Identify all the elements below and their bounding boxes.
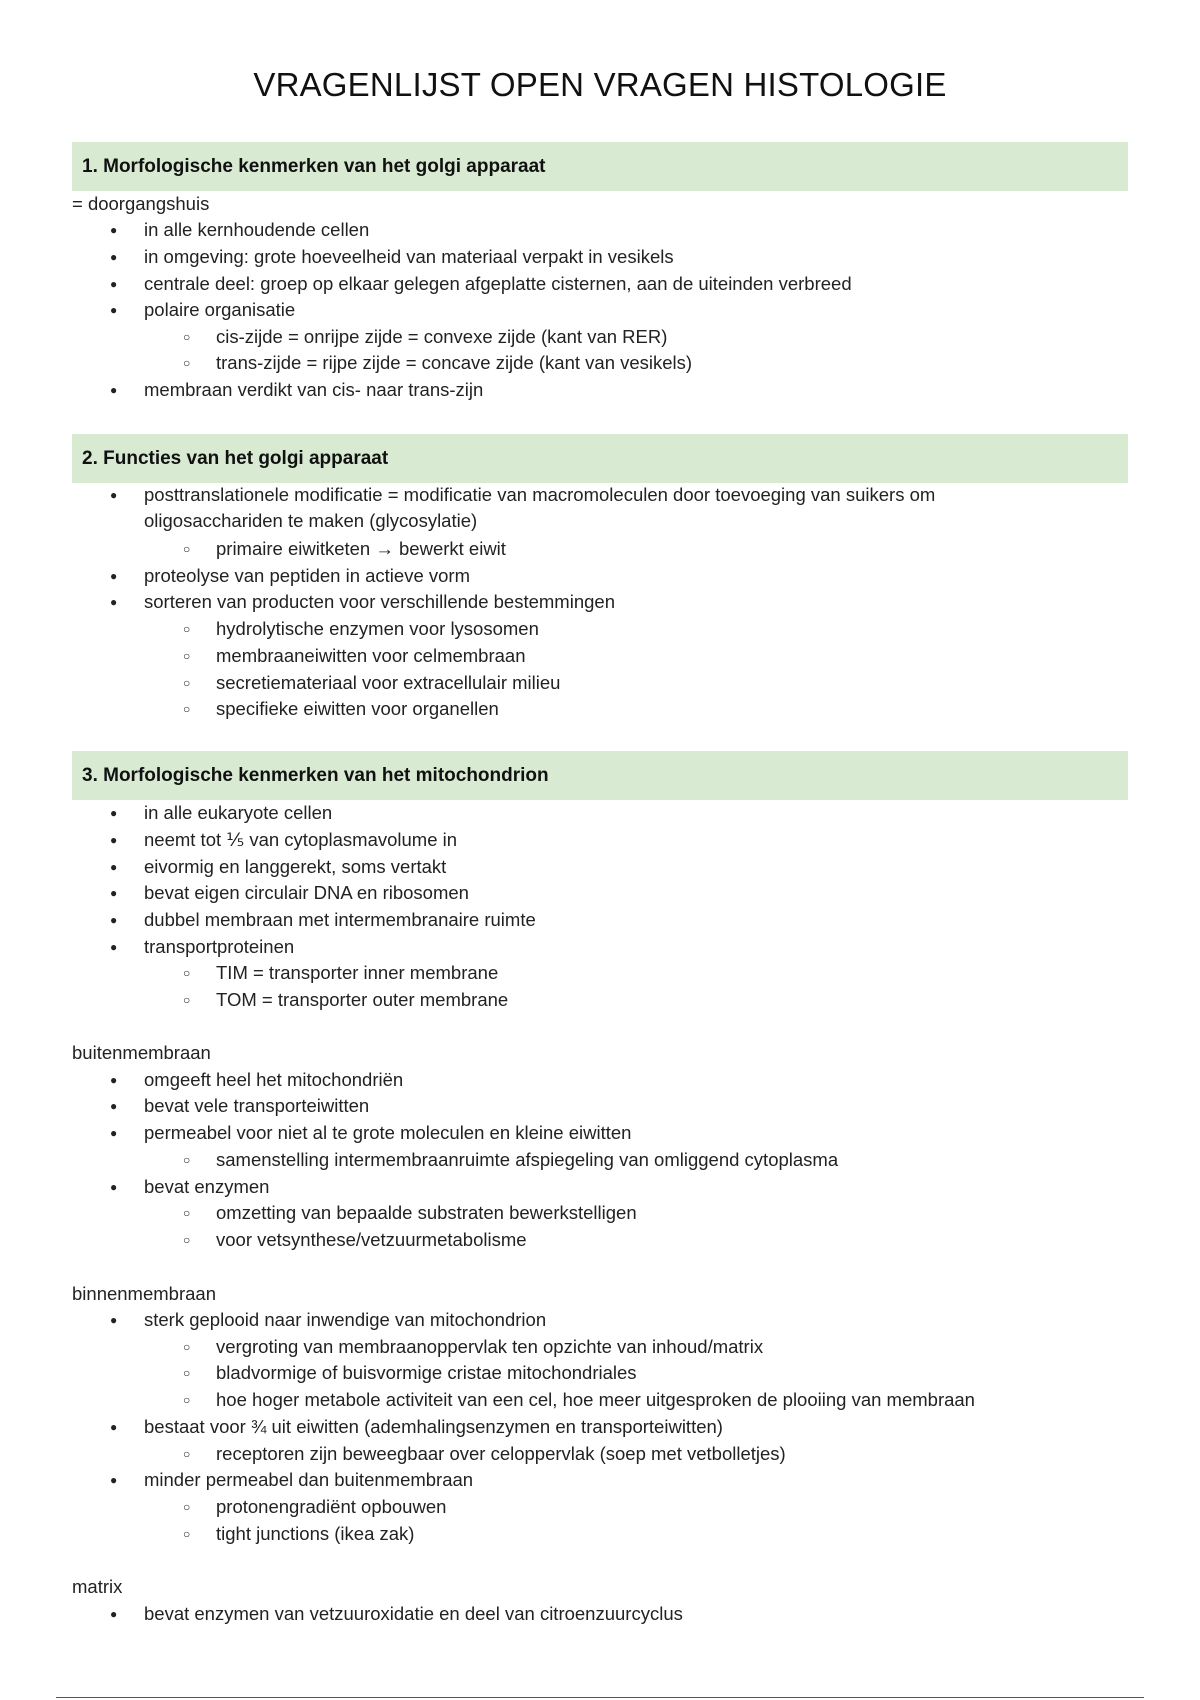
sub-bullet-item: ○ receptoren zijn beweegbaar over celoppervlak (soep met vetbolletjes) (216, 1443, 786, 1465)
bullet-item: ● sterk geplooid naar inwendige van mitochondrion (144, 1309, 546, 1331)
subheading-buitenmembraan: buitenmembraan (72, 1042, 211, 1063)
sub-bullet-item: ○ hoe hoger metabole activiteit van een cel, hoe meer uitgesproken de plooiing van membraan (216, 1389, 975, 1411)
sub-bullet-item: ○ secretiemateriaal voor extracellulair milieu (216, 672, 560, 694)
definition-line: = doorgangshuis (72, 193, 210, 214)
sub-bullet-item: ○ cis-zijde = onrijpe zijde = convexe zijde (kant van RER) (216, 326, 667, 348)
section-heading-golgi-functions: 2. Functies van het golgi apparaat (72, 434, 1128, 483)
bullet-item: ● permeabel voor niet al te grote moleculen en kleine eiwitten (144, 1122, 631, 1144)
bullet-continuation: oligosacchariden te maken (glycosylatie) (144, 510, 478, 531)
bullet-item: ● bevat vele transporteiwitten (144, 1095, 369, 1117)
sub-bullet-item: ○ specifieke eiwitten voor organellen (216, 698, 499, 720)
sub-bullet-item: ○ samenstelling intermembraanruimte afspiegeling van omliggend cytoplasma (216, 1149, 838, 1171)
bullet-item: ● sorteren van producten voor verschillende bestemmingen (144, 591, 615, 613)
bullet-item: ● centrale deel: groep op elkaar gelegen afgeplatte cisternen, aan de uiteinden verbreed (144, 273, 852, 295)
sub-bullet-item: ○ voor vetsynthese/vetzuurmetabolisme (216, 1229, 527, 1251)
document-title: VRAGENLIJST OPEN VRAGEN HISTOLOGIE (253, 66, 947, 103)
bullet-item: ● minder permeabel dan buitenmembraan (144, 1469, 473, 1491)
subheading-binnenmembraan: binnenmembraan (72, 1283, 216, 1304)
sub-bullet-item: ○ trans-zijde = rijpe zijde = concave zijde (kant van vesikels) (216, 352, 692, 374)
sub-bullet-item: ○ protonengradiënt opbouwen (216, 1496, 446, 1518)
sub-bullet-item: ○ membraaneiwitten voor celmembraan (216, 645, 526, 667)
bullet-item: ● polaire organisatie (144, 299, 295, 321)
section-heading-golgi-morphology: 1. Morfologische kenmerken van het golgi apparaat (72, 142, 1128, 191)
bullet-item: ● in omgeving: grote hoeveelheid van materiaal verpakt in vesikels (144, 246, 674, 268)
bullet-item: ● eivormig en langgerekt, soms vertakt (144, 856, 446, 878)
bullet-item: ● transportproteinen (144, 936, 294, 958)
bullet-item: ● bevat eigen circulair DNA en ribosomen (144, 882, 469, 904)
sub-bullet-item: ○ vergroting van membraanoppervlak ten opzichte van inhoud/matrix (216, 1336, 763, 1358)
bullet-item: ● in alle eukaryote cellen (144, 802, 332, 824)
bullet-item: ● in alle kernhoudende cellen (144, 219, 369, 241)
sub-bullet-item: ○ bladvormige of buisvormige cristae mitochondriales (216, 1362, 637, 1384)
subheading-matrix: matrix (72, 1576, 123, 1597)
bullet-item: ● membraan verdikt van cis- naar trans-zijn (144, 379, 483, 401)
page-bottom-rule (56, 1697, 1144, 1698)
bullet-item: ● proteolyse van peptiden in actieve vorm (144, 565, 470, 587)
sub-bullet-item: ○ primaire eiwitketen → bewerkt eiwit (216, 538, 506, 560)
bullet-item: ● bevat enzymen van vetzuuroxidatie en deel van citroenzuurcyclus (144, 1603, 683, 1625)
bullet-item: ● dubbel membraan met intermembranaire ruimte (144, 909, 536, 931)
sub-bullet-item: ○ tight junctions (ikea zak) (216, 1523, 414, 1545)
bullet-item: ● neemt tot ⅕ van cytoplasmavolume in (144, 829, 457, 851)
sub-bullet-item: ○ omzetting van bepaalde substraten bewerkstelligen (216, 1202, 637, 1224)
bullet-item: ● omgeeft heel het mitochondriën (144, 1069, 403, 1091)
sub-bullet-item: ○ TIM = transporter inner membrane (216, 962, 498, 984)
bullet-item: ● bevat enzymen (144, 1176, 269, 1198)
sub-bullet-item: ○ hydrolytische enzymen voor lysosomen (216, 618, 539, 640)
bullet-item: ● bestaat voor ¾ uit eiwitten (ademhalingsenzymen en transporteiwitten) (144, 1416, 723, 1438)
sub-bullet-item: ○ TOM = transporter outer membrane (216, 989, 508, 1011)
section-heading-mitochondrion-morphology: 3. Morfologische kenmerken van het mitochondrion (72, 751, 1128, 800)
bullet-item: ● posttranslationele modificatie = modificatie van macromoleculen door toevoeging van suikers om (144, 484, 935, 506)
